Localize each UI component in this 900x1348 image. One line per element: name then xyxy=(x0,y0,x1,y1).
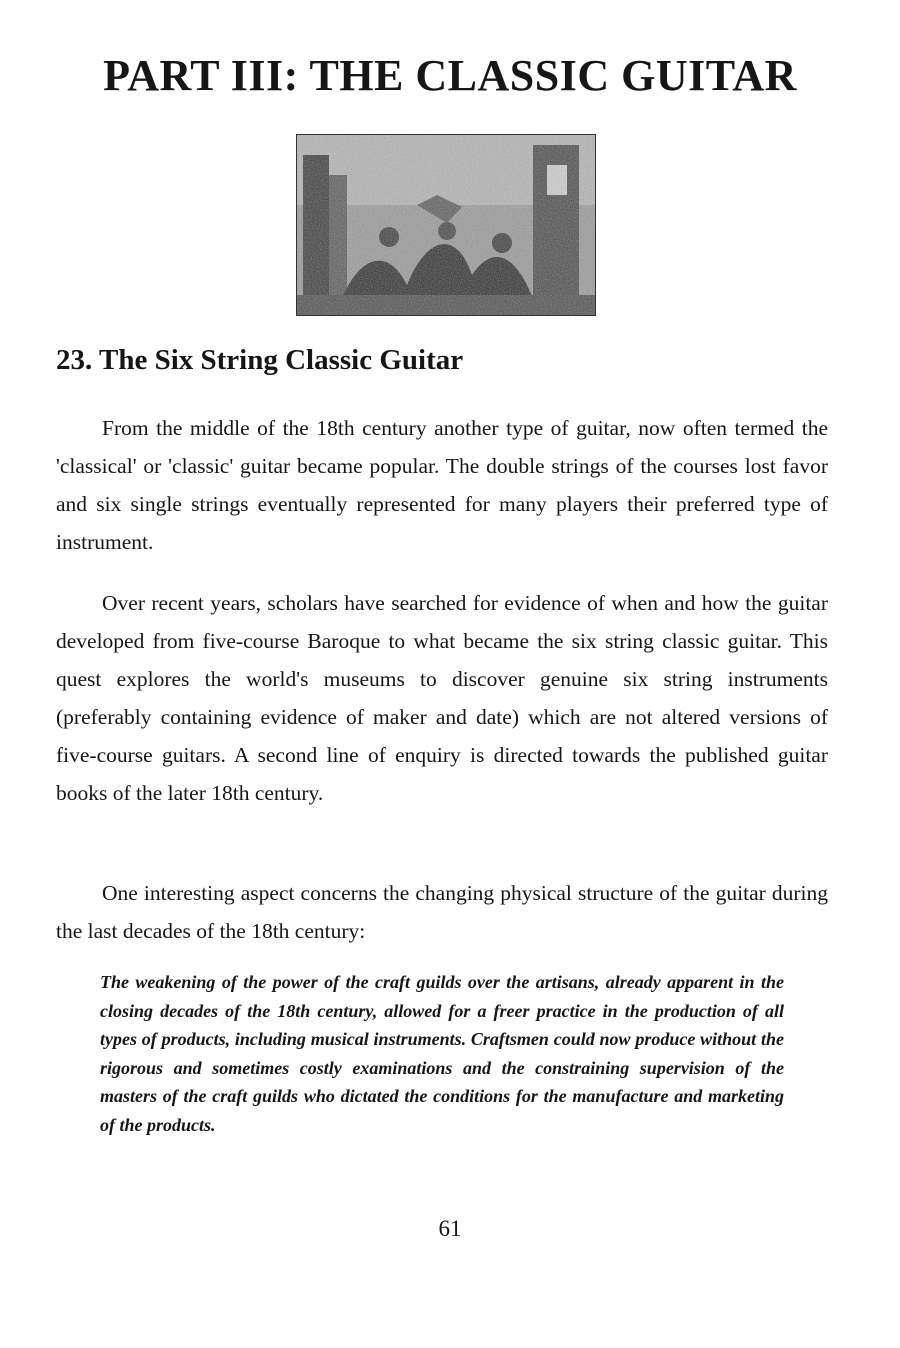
block-quote: The weakening of the power of the craft guilds over the artisans, already apparent in the closing decades of the 18th century, allowed for a freer practice in the production of all types of products, including musical instruments. Craftsmen could now produce without the rigorous and sometimes costly examinations and the constraining supervision of the masters of the craft guilds who dictated the conditions for the manufacture and marketing of the products. xyxy=(100,972,784,1135)
paragraph: One interesting aspect concerns the changing physical structure of the guitar during the last decades of the 18th century: xyxy=(56,881,828,943)
section-heading: 23. The Six String Classic Guitar xyxy=(56,344,464,376)
paragraph: Over recent years, scholars have searched for evidence of when and how the guitar developed from five-course Baroque to what became the six string classic guitar. This quest explores the world's museums to discover genuine six string instruments (preferably containing evidence of maker and date) which are not altered versions of five-course guitars. A second line of enquiry is directed towards the published guitar books of the later 18th century. xyxy=(56,591,828,805)
page-number: 61 xyxy=(438,1216,462,1241)
page-title: PART III: THE CLASSIC GUITAR xyxy=(103,51,797,100)
paragraph: From the middle of the 18th century another type of guitar, now often termed the 'classical' or 'classic' guitar became popular. The double strings of the courses lost favor and six single strings eventually represented for many players their preferred type of instrument. xyxy=(56,416,828,554)
engraving-illustration xyxy=(296,134,596,316)
